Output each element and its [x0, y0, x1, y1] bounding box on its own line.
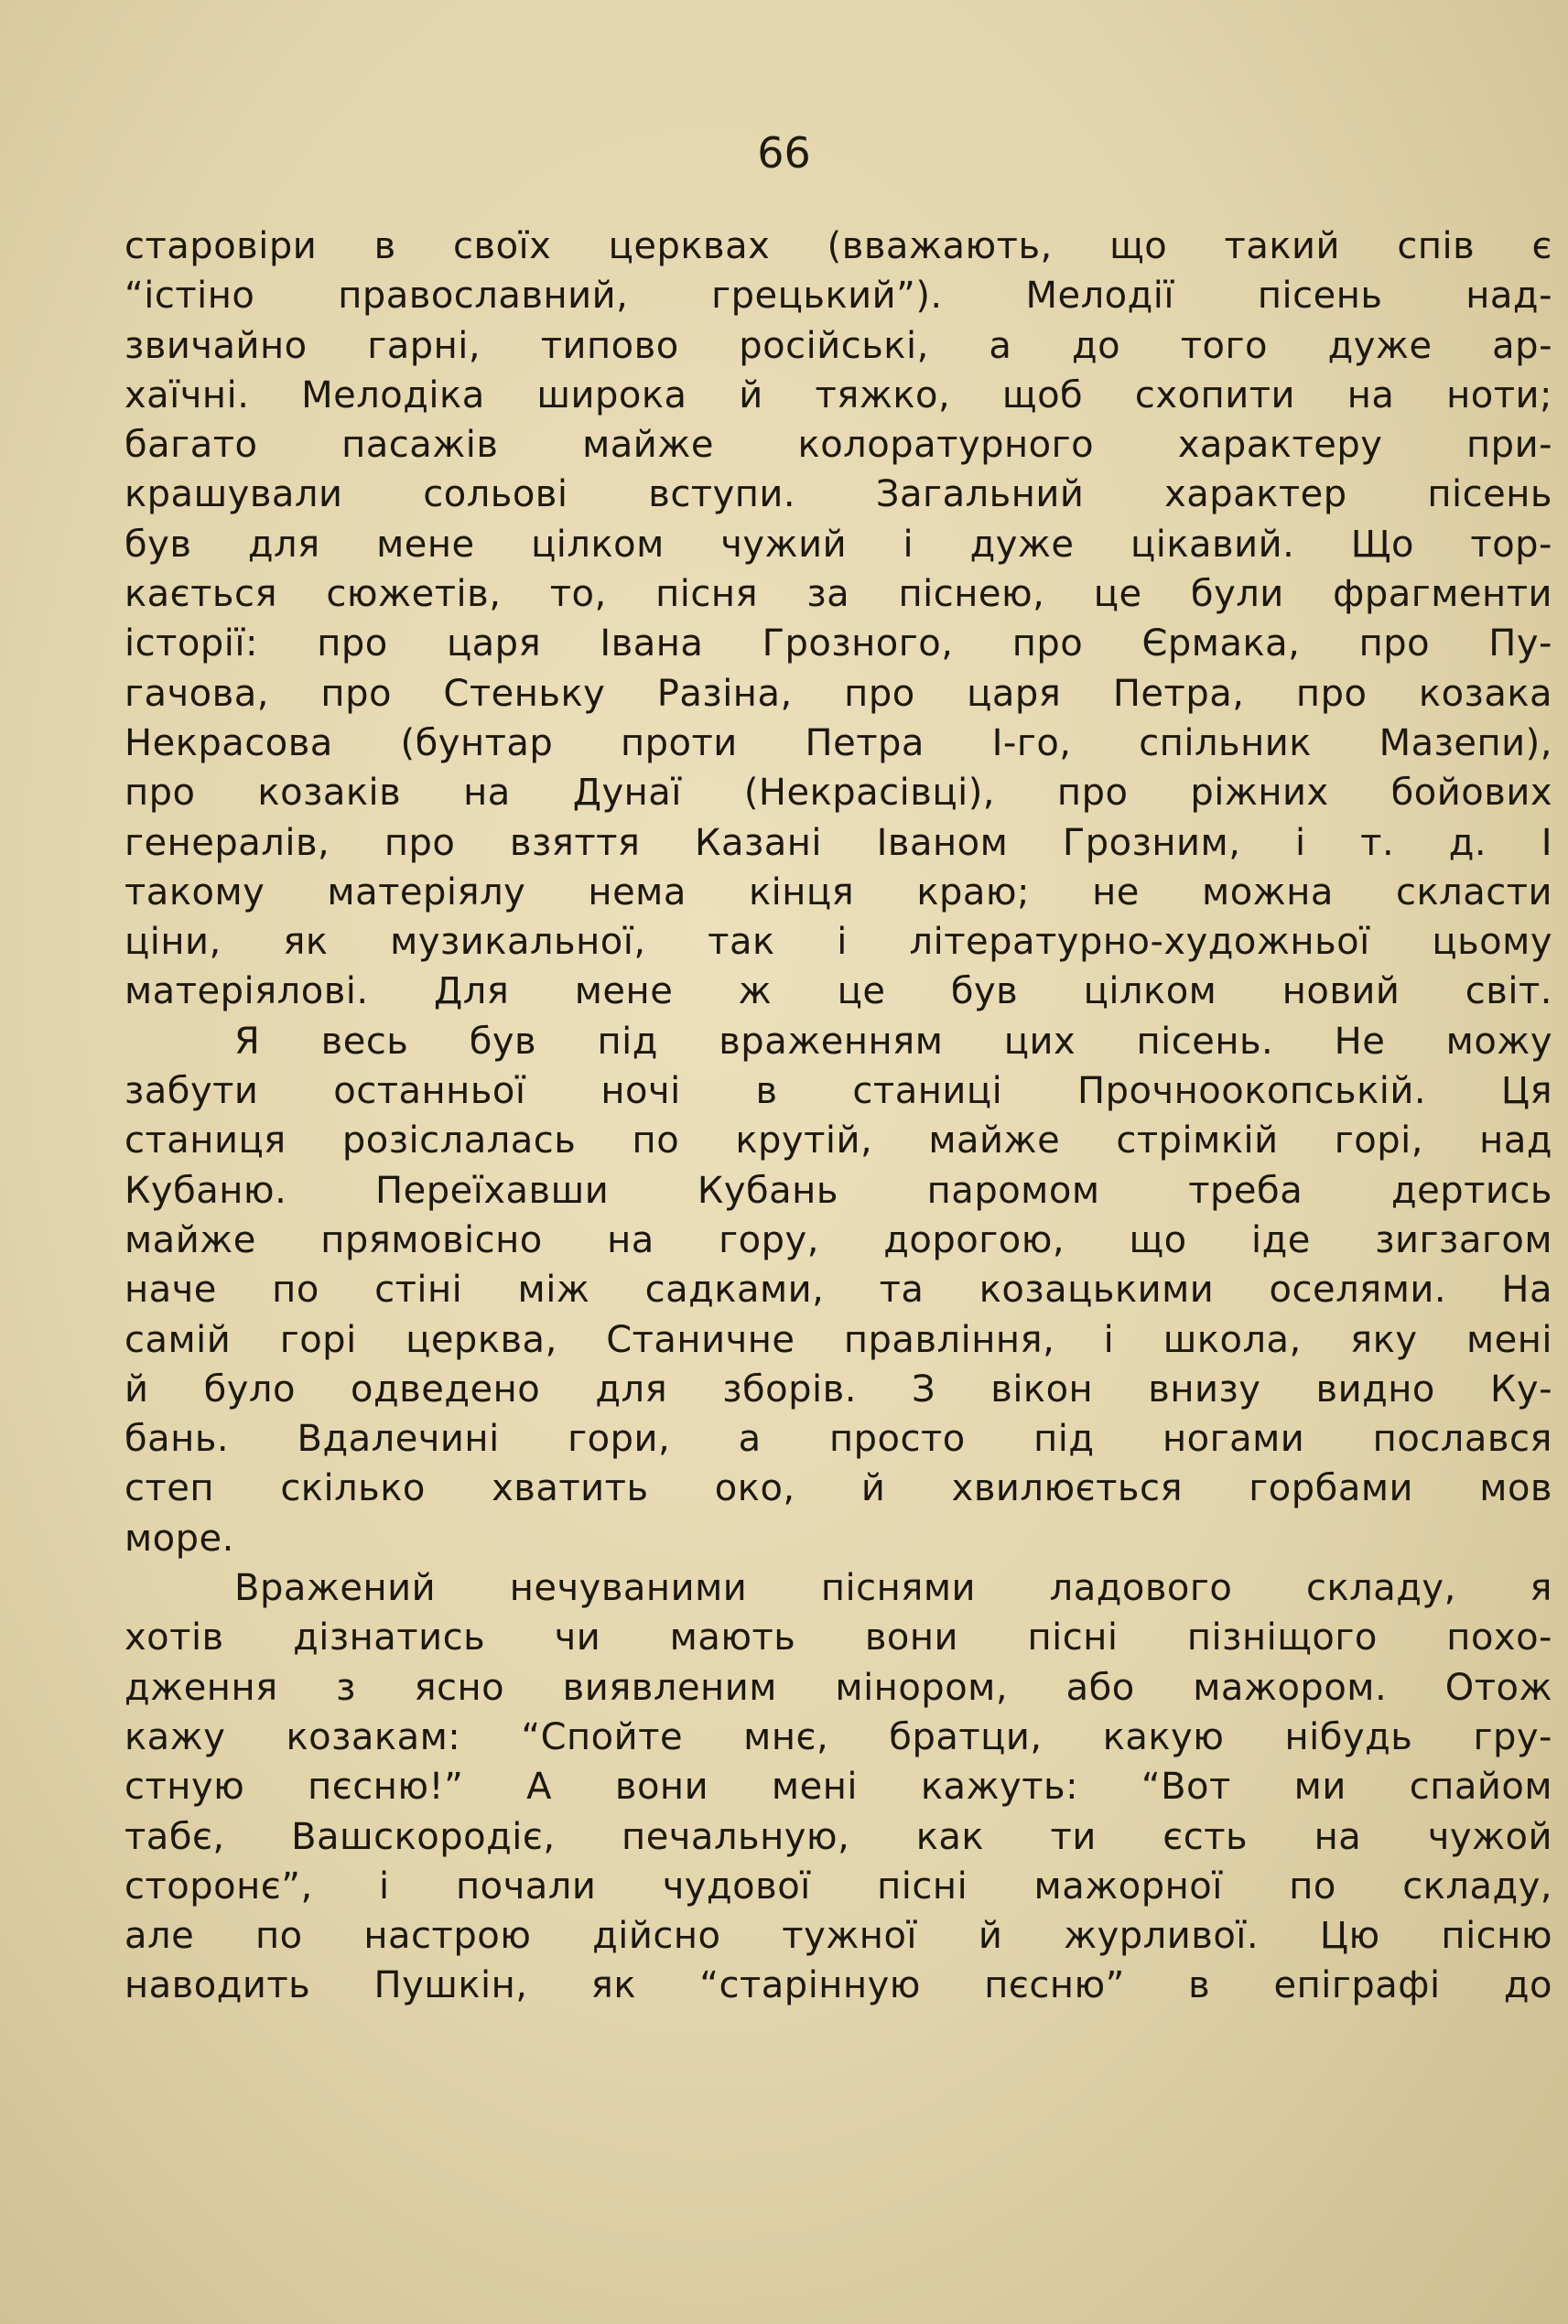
text-line: наводить Пушкін, як “старінную пєсню” в епіграфі до — [124, 1964, 1552, 2007]
text-line: дження з ясно виявленим мінором, або мажором. Отож — [124, 1666, 1552, 1709]
text-line: самій горі церква, Станичне правління, і школа, яку мені — [124, 1318, 1552, 1361]
body-text — [124, 222, 1552, 2011]
text-line: ціни, як музикальної, так і літературно-художньої цьому — [124, 921, 1552, 964]
text-line: матеріялові. Для мене ж це був цілком новий світ. — [124, 970, 1552, 1013]
text-line: Я весь був під враженням цих пісень. Не можу — [234, 1020, 1552, 1063]
text-line: звичайно гарні, типово російські, а до того дуже ар- — [124, 324, 1552, 367]
text-line: багато пасажів майже колоратурного характеру при- — [124, 424, 1552, 467]
text-line: старовіри в своїх церквах (вважають, що такий спів є — [124, 225, 1552, 267]
text-line: Кубаню. Переїхавши Кубань паромом треба дертись — [124, 1169, 1552, 1212]
page-number: 66 — [757, 128, 811, 178]
text-line: Вражений нечуваними піснями ладового складу, я — [234, 1567, 1552, 1610]
text-line: кажу козакам: “Спойте мнє, братци, какую нібудь гру- — [124, 1715, 1552, 1758]
text-line: кається сюжетів, то, пісня за піснею, це були фрагменти — [124, 573, 1552, 616]
text-line: хаїчні. Мелодіка широка й тяжко, щоб схопити на ноти; — [124, 373, 1552, 416]
text-line: наче по стіні між садками, та козацькими оселями. На — [124, 1269, 1552, 1312]
text-line: Некрасова (бунтар проти Петра І-го, спільник Мазепи), — [124, 721, 1552, 764]
text-line: “істіно православний, грецький”). Мелодії пісень над- — [124, 275, 1552, 318]
text-line: степ скілько хватить око, й хвилюється горбами мов — [124, 1467, 1552, 1510]
text-line: гачова, про Стеньку Разіна, про царя Петра, про козака — [124, 672, 1552, 715]
text-line: хотів дізнатись чи мають вони пісні пізніщого похо- — [124, 1616, 1552, 1659]
text-line: генералів, про взяття Казані Іваном Грозним, і т. д. І — [124, 821, 1552, 864]
text-line: бань. Вдалечині гори, а просто під ногами послався — [124, 1418, 1552, 1461]
text-line: й було одведено для зборів. З вікон внизу видно Ку- — [124, 1367, 1552, 1411]
text-line: про козаків на Дунаї (Некрасівці), про ріжних бойових — [124, 772, 1552, 815]
text-line: такому матеріялу нема кінця краю; не можна скласти — [124, 870, 1552, 913]
text-line: сторонє”, і почали чудової пісні мажорної по складу, — [124, 1865, 1552, 1908]
text-line: табє, Вашскородіє, печальную, как ти єсть на чужой — [124, 1815, 1552, 1858]
text-line: забути останньої ночі в станиці Прочноокопській. Ця — [124, 1070, 1552, 1113]
text-line: майже прямовісно на гору, дорогою, що іде зигзагом — [124, 1218, 1552, 1261]
text-line: історії: про царя Івана Грозного, про Єрмака, про Пу- — [124, 622, 1552, 665]
text-line: море. — [124, 1517, 234, 1560]
text-line: але по настрою дійсно тужної й журливої. Цю пісню — [124, 1915, 1552, 1958]
text-line: крашували сольові вступи. Загальний характер пісень — [124, 473, 1552, 516]
text-line: станиця розіслалась по крутій, майже стрімкій горі, над — [124, 1119, 1552, 1162]
text-line: стную пєсню!” А вони мені кажуть: “Вот ми спайом — [124, 1766, 1552, 1809]
text-line: був для мене цілком чужий і дуже цікавий. Що тор- — [124, 523, 1552, 566]
